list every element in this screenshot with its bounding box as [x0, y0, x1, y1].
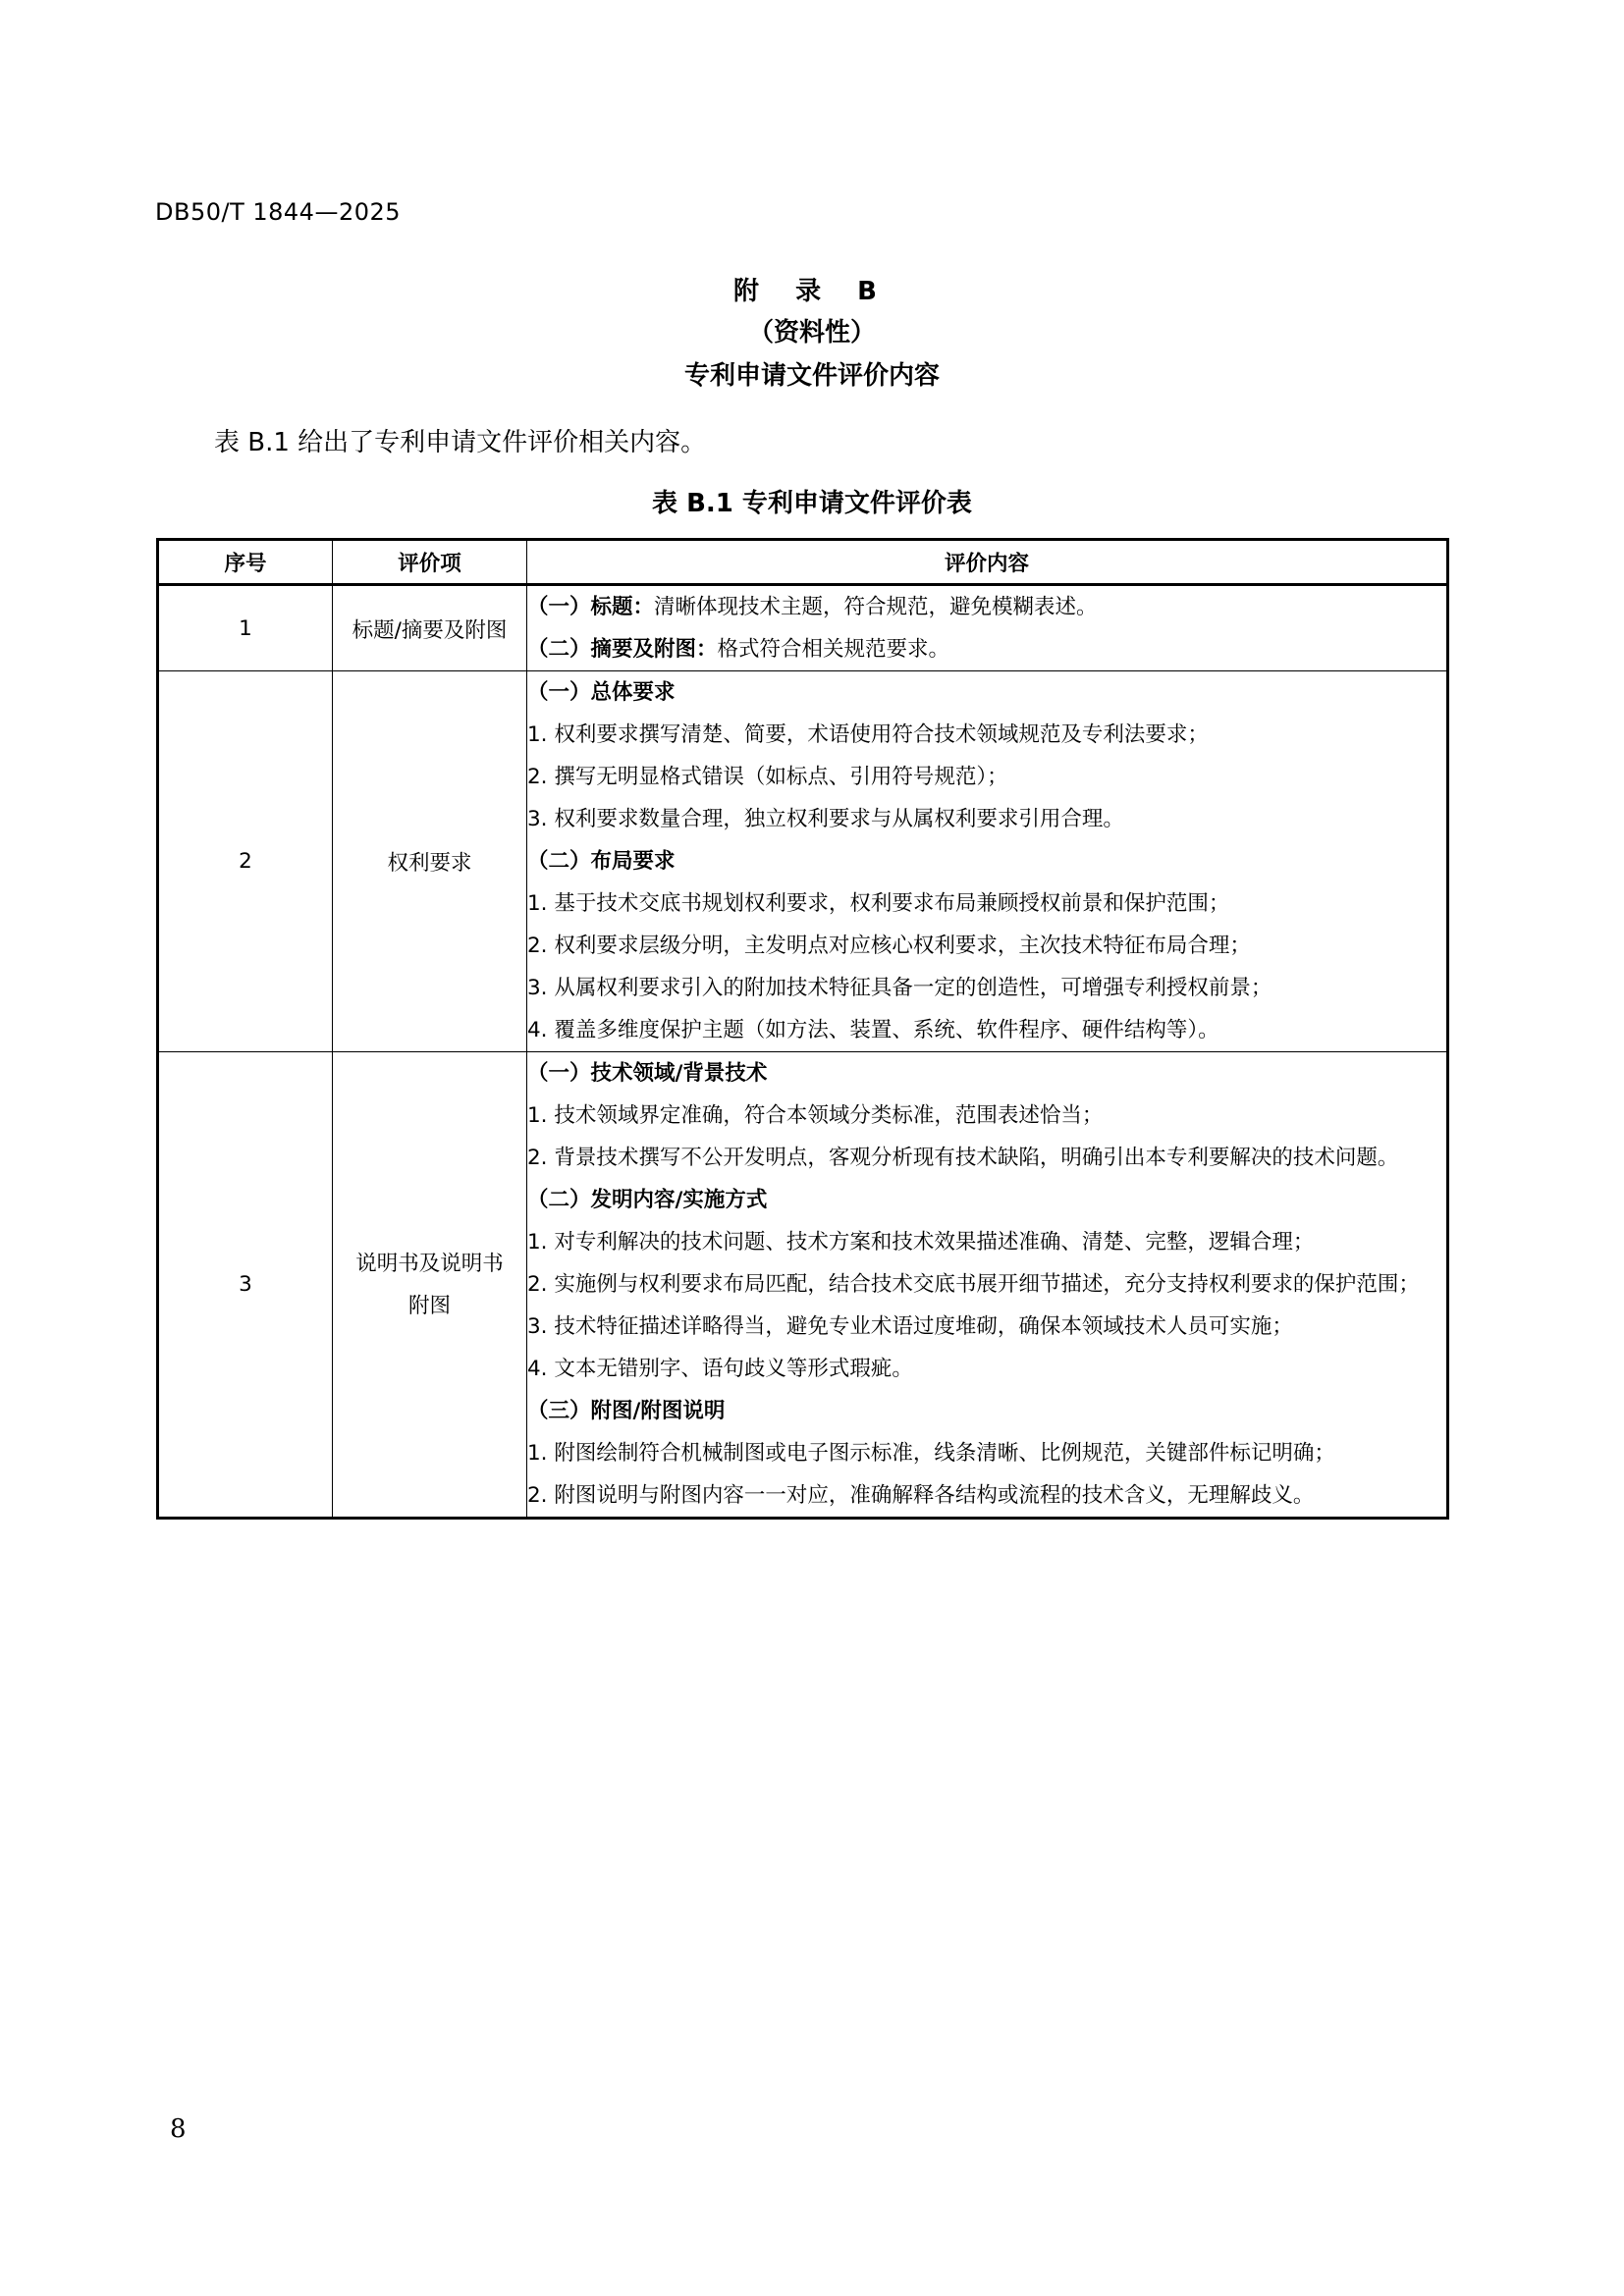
content-section-heading: （二）发明内容/实施方式	[527, 1188, 768, 1212]
row-item: 标题/摘要及附图	[333, 585, 527, 671]
content-section-heading: （一）技术领域/背景技术	[527, 1061, 768, 1086]
row-serial: 1	[158, 585, 333, 671]
table-row	[158, 1052, 1448, 1519]
content-section-heading: （三）附图/附图说明	[527, 1399, 726, 1423]
row-item-line: 说明书及说明书	[355, 1251, 504, 1276]
header-serial: 序号	[158, 540, 333, 585]
appendix-name: 专利申请文件评价内容	[683, 361, 940, 391]
row-serial: 3	[158, 1052, 333, 1519]
content-line: （二）摘要及附图：格式符合相关规范要求。	[527, 637, 950, 662]
row-item: 权利要求	[333, 671, 527, 1052]
content-line: 2. 撰写无明显格式错误（如标点、引用符号规范）；	[527, 765, 1008, 789]
content-line: 4. 文本无错别字、语句歧义等形式瑕疵。	[527, 1357, 913, 1381]
content-line: 1. 权利要求撰写清楚、简要，术语使用符合技术领域规范及专利法要求；	[527, 722, 1209, 747]
page-number: 8	[170, 2114, 187, 2144]
evaluation-table	[156, 538, 1449, 1520]
table-caption: 表 B.1 专利申请文件评价表	[652, 489, 972, 518]
header-content: 评价内容	[527, 540, 1448, 585]
table-header-row	[158, 540, 1448, 585]
row-content	[527, 585, 1448, 671]
row-item-line: 附图	[407, 1293, 451, 1318]
row-content	[527, 1052, 1448, 1519]
content-section-heading: （一）总体要求	[527, 680, 676, 705]
content-line: 2. 附图说明与附图内容一一对应，准确解释各结构或流程的技术含义，无理解歧义。	[527, 1483, 1315, 1508]
content-line: 4. 覆盖多维度保护主题（如方法、装置、系统、软件程序、硬件结构等）。	[527, 1018, 1219, 1042]
content-line: 3. 权利要求数量合理，独立权利要求与从属权利要求引用合理。	[527, 807, 1124, 831]
table-row	[158, 671, 1448, 1052]
content-line: （一）标题：清晰体现技术主题，符合规范，避免模糊表述。	[527, 595, 1098, 619]
document-code: DB50/T 1844—2025	[155, 198, 402, 226]
content-line: 1. 基于技术交底书规划权利要求，权利要求布局兼顾授权前景和保护范围；	[527, 891, 1230, 916]
content-line: 1. 技术领域界定准确，符合本领域分类标准，范围表述恰当；	[527, 1103, 1104, 1128]
content-line: 3. 技术特征描述详略得当，避免专业术语过度堆砌，确保本领域技术人员可实施；	[527, 1314, 1293, 1339]
content-line: 2. 权利要求层级分明，主发明点对应核心权利要求，主次技术特征布局合理；	[527, 934, 1251, 958]
content-line: 2. 实施例与权利要求布局匹配，结合技术交底书展开细节描述，充分支持权利要求的保护范围；	[527, 1272, 1420, 1297]
appendix-type: （资料性）	[747, 318, 876, 347]
content-section-heading: （二）布局要求	[527, 849, 676, 874]
header-item: 评价项	[333, 540, 527, 585]
content-line: 2. 背景技术撰写不公开发明点，客观分析现有技术缺陷，明确引出本专利要解决的技术问题。	[527, 1146, 1399, 1170]
appendix-title: 附 录 B	[733, 277, 891, 306]
content-line: 1. 对专利解决的技术问题、技术方案和技术效果描述准确、清楚、完整，逻辑合理；	[527, 1230, 1315, 1255]
content-line: 3. 从属权利要求引入的附加技术特征具备一定的创造性，可增强专利授权前景；	[527, 976, 1272, 1000]
intro-paragraph: 表 B.1 给出了专利申请文件评价相关内容。	[214, 428, 707, 457]
row-content	[527, 671, 1448, 1052]
table-row	[158, 585, 1448, 671]
row-serial: 2	[158, 671, 333, 1052]
row-item	[333, 1052, 527, 1519]
content-line: 1. 附图绘制符合机械制图或电子图示标准，线条清晰、比例规范，关键部件标记明确；	[527, 1441, 1335, 1466]
